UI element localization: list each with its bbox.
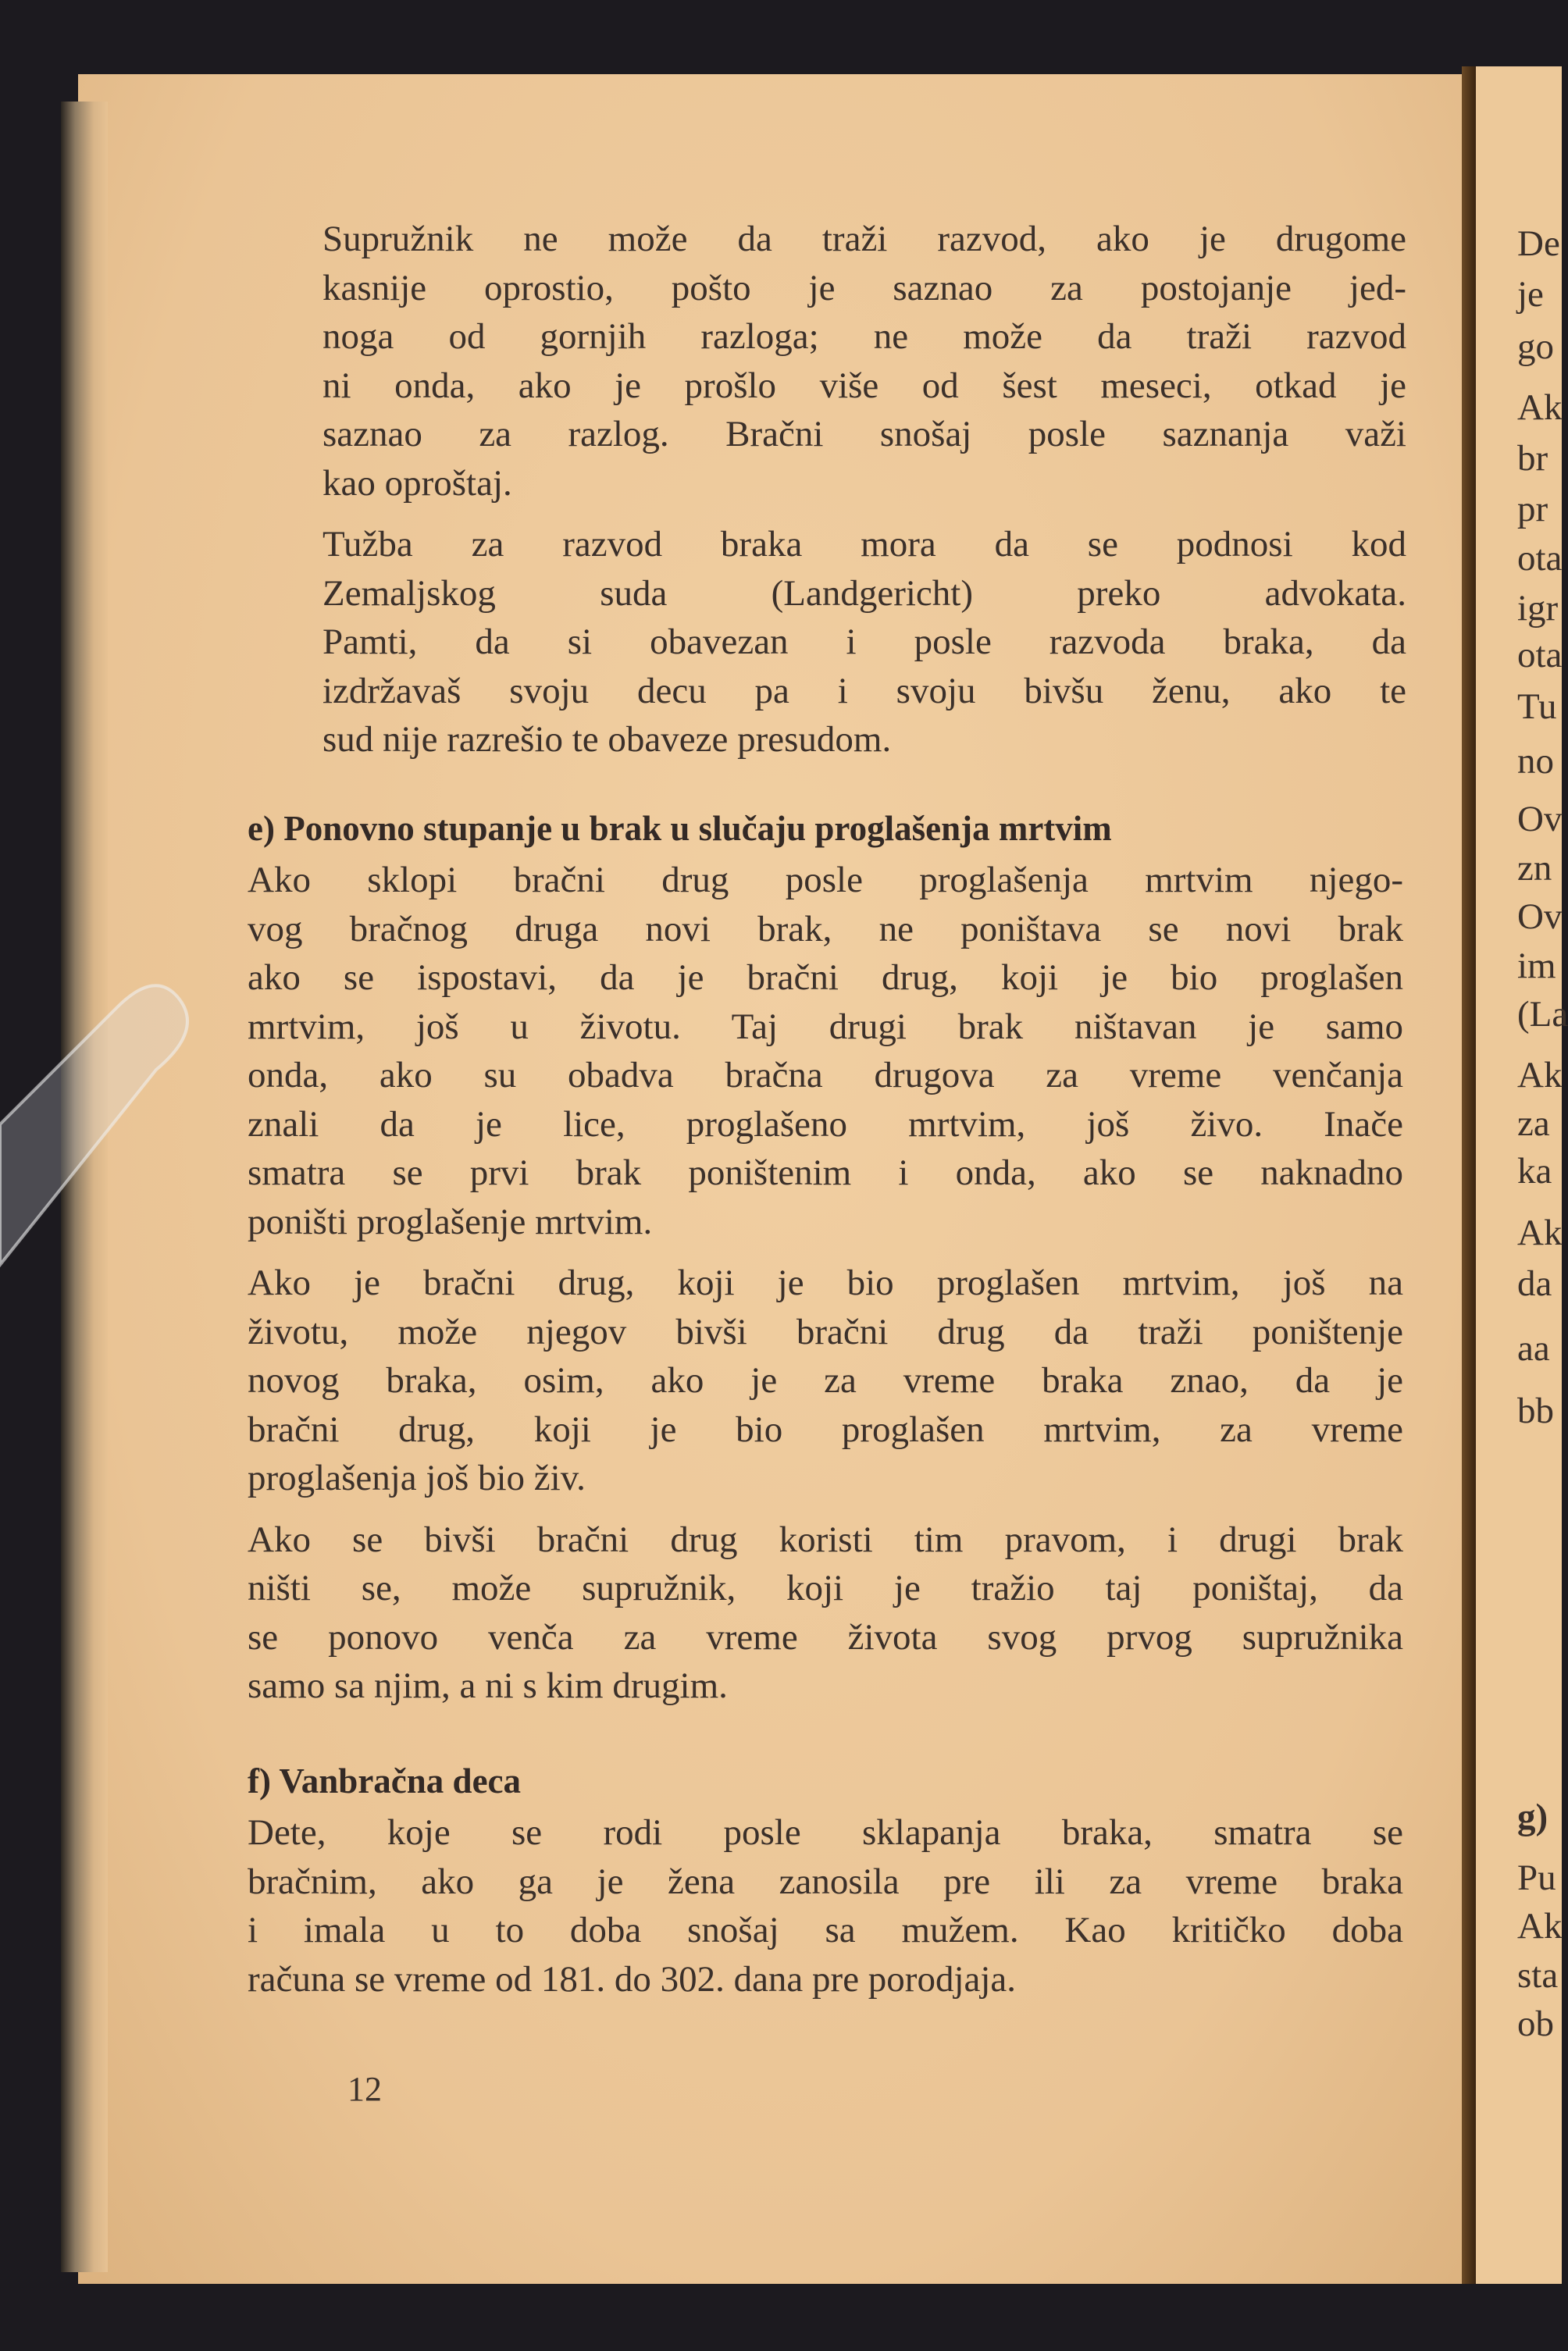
text-line: i imala u to doba snošaj sa mužem. Kao kritičko doba <box>248 1910 1403 1950</box>
text-line: poništi proglašenje mrtvim. <box>248 1201 653 1242</box>
right-page-fragment: ota <box>1517 635 1563 675</box>
paragraph <box>248 1516 1403 1711</box>
text-line: kasnije oprostio, pošto je saznao za postojanje jed- <box>323 267 1406 308</box>
magnifier-glass <box>0 937 219 1265</box>
right-page-fragment: br <box>1517 438 1548 479</box>
text-line: Tužba za razvod braka mora da se podnosi kod <box>323 524 1406 565</box>
text-line: Ako sklopi bračni drug posle proglašenja mrtvim njego- <box>248 860 1403 900</box>
right-page-fragment: go <box>1517 326 1554 367</box>
right-page-fragment: Pu <box>1517 1858 1556 1898</box>
right-page-fragment: Ov <box>1517 799 1563 839</box>
right-page-fragment: ota <box>1517 538 1563 579</box>
text-line: se ponovo venča za vreme života svog prvog supružnika <box>248 1616 1403 1658</box>
text-line: znali da je lice, proglašeno mrtvim, još živo. Inače <box>248 1103 1403 1145</box>
right-page-fragment: (La <box>1517 994 1568 1035</box>
right-page-fragment: aa <box>1517 1328 1550 1369</box>
text-line: bračni drug, koji je bio proglašen mrtvim, za vreme <box>248 1409 1403 1450</box>
text-line: Ako se bivši bračni drug koristi tim pravom, i drugi brak <box>248 1519 1403 1560</box>
text-line: ako se ispostavi, da je bračni drug, koji je bio proglašen <box>248 957 1403 998</box>
right-page-fragment: Tu <box>1517 686 1557 727</box>
right-page-fragment: bb <box>1517 1391 1554 1431</box>
book-spine <box>1462 66 1476 2284</box>
text-line: Zemaljskog suda (Landgericht) preko advokata. <box>323 572 1406 614</box>
right-page-fragment: Ak <box>1517 1055 1563 1095</box>
text-line: Supružnik ne može da traži razvod, ako je drugome <box>323 219 1406 259</box>
text-line: sud nije razrešio te obaveze presudom. <box>323 719 892 760</box>
text-line: izdržavaš svoju decu pa i svoju bivšu ženu, ako te <box>323 670 1406 711</box>
text-line: kao oproštaj. <box>323 462 512 504</box>
right-page-fragment: Ak <box>1517 1213 1563 1253</box>
text-block-illegitimate-children <box>248 1757 1403 2016</box>
page-number: 12 <box>347 2070 382 2108</box>
right-page-fragment: sta <box>1517 1955 1559 1996</box>
right-page-fragment: Ak <box>1517 1906 1563 1947</box>
text-line: Ako je bračni drug, koji je bio proglašen mrtvim, još na <box>248 1263 1403 1303</box>
text-line: ni onda, ako je prošlo više od šest meseci, otkad je <box>323 365 1406 406</box>
paragraph <box>323 520 1406 764</box>
heading-f: f) Vanbračna deca <box>248 1761 522 1801</box>
text-line: proglašenja još bio živ. <box>248 1458 586 1498</box>
right-page-fragment: Ov <box>1517 896 1563 937</box>
right-page-fragment: Ak <box>1517 387 1563 428</box>
text-line: računa se vreme od 181. do 302. dana pre porodjaja. <box>248 1958 1017 2000</box>
text-line: noga od gornjih razloga; ne može da traži razvod <box>323 316 1406 357</box>
right-page-fragment: no <box>1517 741 1554 782</box>
right-page-fragment: igr <box>1517 588 1559 629</box>
text-line: vog bračnog druga novi brak, ne poništava se novi brak <box>248 908 1403 949</box>
text-block-remarriage <box>248 804 1403 1723</box>
paragraph <box>248 1808 1403 2004</box>
text-line: smatra se prvi brak poništenim i onda, ako se naknadno <box>248 1152 1403 1193</box>
text-line: onda, ako su obadva bračna drugova za vreme venčanja <box>248 1055 1403 1095</box>
text-line: mrtvim, još u životu. Taj drugi brak ništavan je samo <box>248 1006 1403 1047</box>
right-page-fragment: zn <box>1517 848 1552 889</box>
paragraph <box>248 1259 1403 1503</box>
text-line: Pamti, da si obavezan i posle razvoda braka, da <box>323 622 1406 662</box>
text-line: Dete, koje se rodi posle sklapanja braka, smatra se <box>248 1812 1403 1853</box>
text-block-divorce <box>323 215 1406 777</box>
right-page-fragment: je <box>1517 274 1544 315</box>
heading-e: e) Ponovno stupanje u brak u slučaju proglašenja mrtvim <box>248 809 1112 848</box>
text-line: samo sa njim, a ni s kim drugim. <box>248 1665 728 1706</box>
right-page-fragment: De <box>1517 223 1560 264</box>
right-page-fragment: za <box>1517 1103 1550 1144</box>
right-page-fragment: pr <box>1517 489 1548 529</box>
right-page-fragment: ob <box>1517 2004 1554 2044</box>
text-line: ništi se, može supružnik, koji je tražio taj poništaj, da <box>248 1568 1403 1608</box>
right-page-fragment: ka <box>1517 1151 1552 1192</box>
paragraph <box>248 856 1403 1246</box>
right-page-fragment: g) <box>1517 1797 1548 1837</box>
text-line: životu, može njegov bivši bračni drug da traži poništenje <box>248 1311 1403 1352</box>
text-line: saznao za razlog. Bračni snošaj posle saznanja važi <box>323 414 1406 454</box>
paragraph <box>323 215 1406 508</box>
right-page-fragment: da <box>1517 1263 1552 1304</box>
right-page-fragment: im <box>1517 946 1556 986</box>
text-line: bračnim, ako ga je žena zanosila pre ili za vreme braka <box>248 1861 1403 1902</box>
text-line: novog braka, osim, ako je za vreme braka znao, da je <box>248 1360 1403 1401</box>
